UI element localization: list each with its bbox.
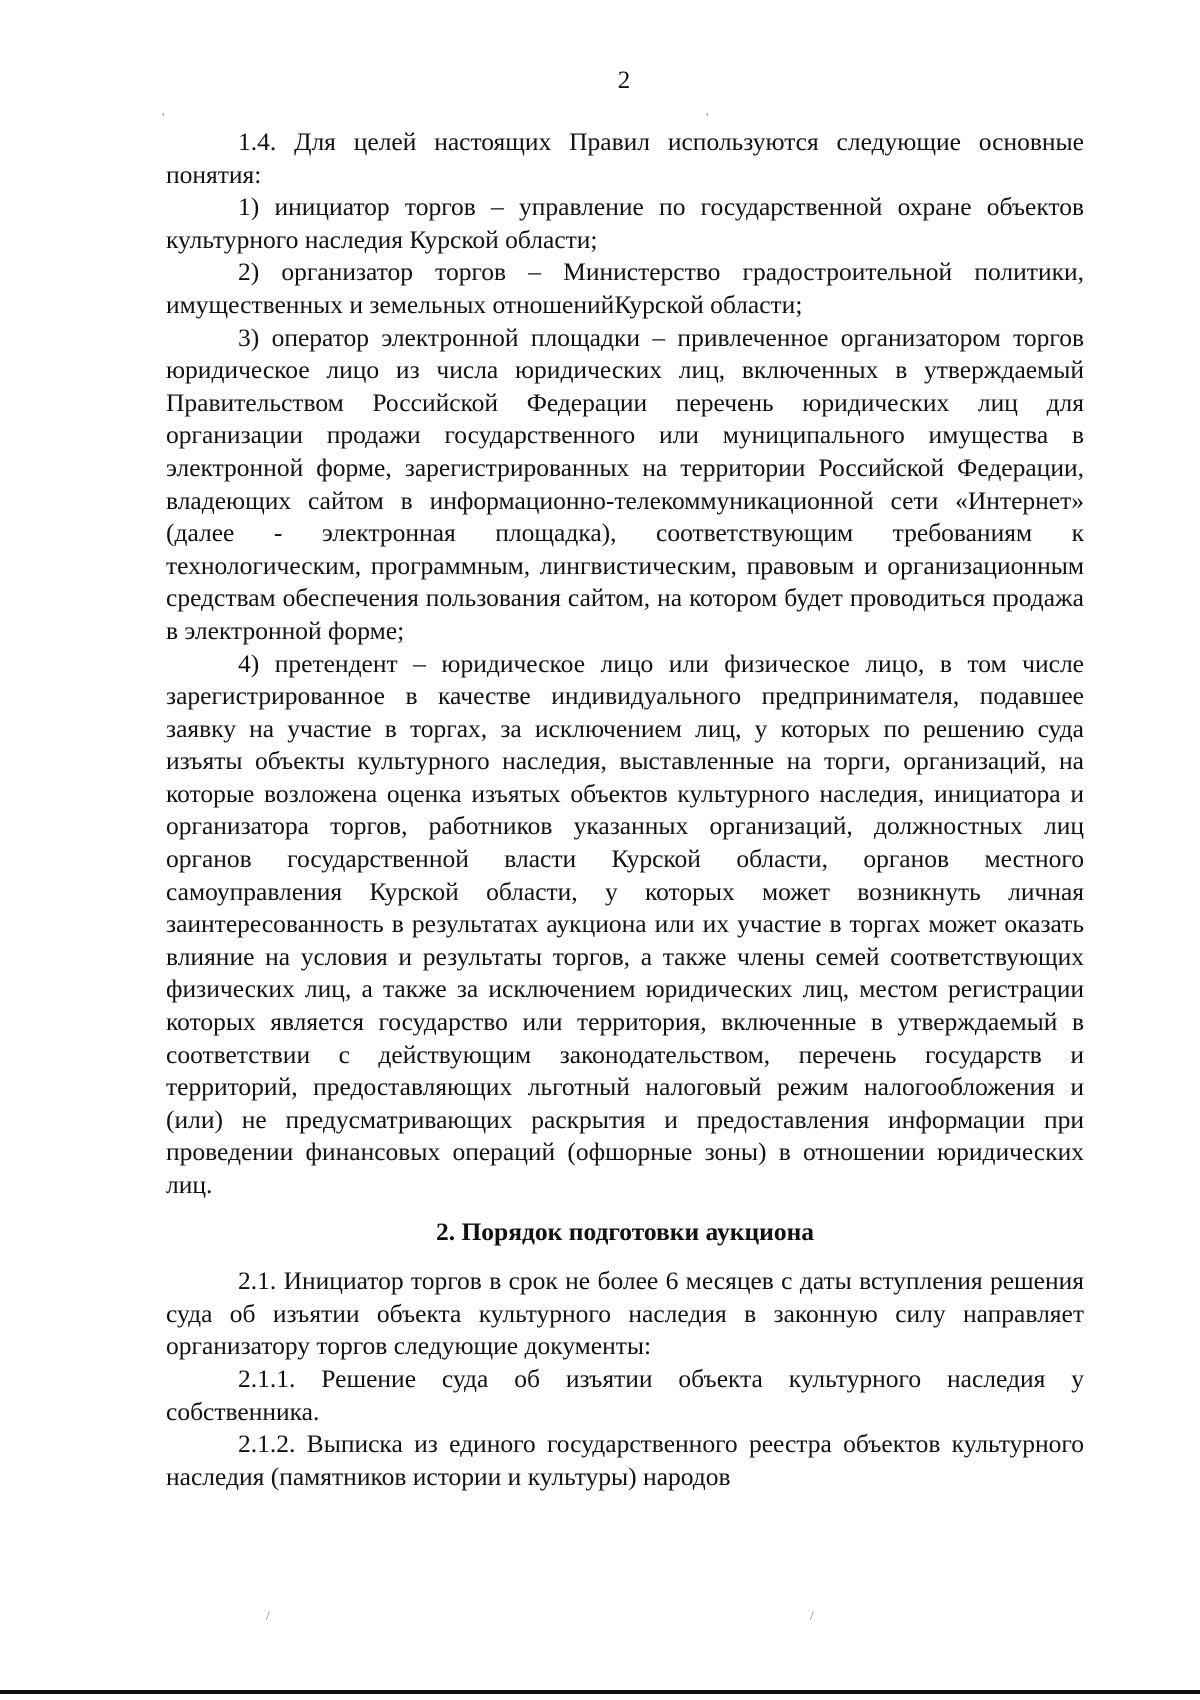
page-number: 2: [617, 67, 631, 94]
paragraph-operator: 3) оператор электронной площадки – привлеченное организатором торгов юридическое лицо из числа юридических лиц, включенных в утверждаемый Правительством Российской Федерации перечень юридических лиц для организации продажи государственного или муниципального имущества в электронной форме, зарегистрированных на территории Российской Федерации, владеющих сайтом в информационно-телекоммуникационной сети «Интернет» (далее - электронная площадка), соответствующим требованиям к технологическим, программным, лингвистическим, правовым и организационным средствам обеспечения пользования сайтом, на котором будет проводиться продажа в электронной форме;: [166, 322, 1084, 645]
paragraph-2-1-2: 2.1.2. Выписка из единого государственного реестра объектов культурного наследия (памятников истории и культуры) народов: [166, 1429, 1084, 1491]
document-body: [166, 126, 1084, 1493]
paragraph-2-1-1: 2.1.1. Решение суда об изъятии объекта культурного наследия у собственника.: [166, 1363, 1084, 1426]
scan-mark-bottom-right: /: [810, 1609, 814, 1624]
paragraph-initiator: 1) инициатор торгов – управление по государственной охране объектов культурного наследия Курской области;: [166, 192, 1084, 254]
paragraph-1-4: 1.4. Для целей настоящих Правил используются следующие основные понятия:: [166, 127, 1084, 189]
paragraph-applicant: 4) претендент – юридическое лицо или физическое лицо, в том числе зарегистрированное в качестве индивидуального предпринимателя, подавшее заявку на участие в торгах, за исключением лиц, у которых по решению суда изъяты объекты культурного наследия, выставленные на торги, организаций, на которые возложена оценка изъятых объектов культурного наследия, инициатора и организатора торгов, работников указанных организаций, должностных лиц органов государственной власти Курской области, органов местного самоуправления Курской области, у которых может возникнуть личная заинтересованность в результатах аукциона или их участие в торгах может оказать влияние на условия и результаты торгов, а также члены семей соответствующих физических лиц, а также за исключением юридических лиц, местом регистрации которых является государство или территория, включенные в утверждаемый в соответствии с действующим законодательством, перечень государств и территорий, предоставляющих льготный налоговый режим налогообложения и (или) не предусматривающих раскрытия и предоставления информации при проведении финансовых операций (офшорные зоны) в отношении юридических лиц.: [166, 648, 1084, 1199]
scan-mark-bottom-left: /: [266, 1609, 270, 1624]
section-heading: 2. Порядок подготовки аукциона: [435, 1216, 815, 1246]
page-bottom-rule: [0, 1690, 1200, 1694]
scan-mark-top-left: ': [162, 111, 165, 126]
scan-mark-top-right: ': [706, 111, 709, 126]
paragraph-organizer: 2) организатор торгов – Министерство градостроительной политики, имущественных и земельных отношенийКурской области;: [166, 257, 1084, 319]
paragraph-2-1: 2.1. Инициатор торгов в срок не более 6 месяцев с даты вступления решения суда об изъятии объекта культурного наследия в законную силу направляет организатору торгов следующие документы:: [166, 1266, 1084, 1361]
